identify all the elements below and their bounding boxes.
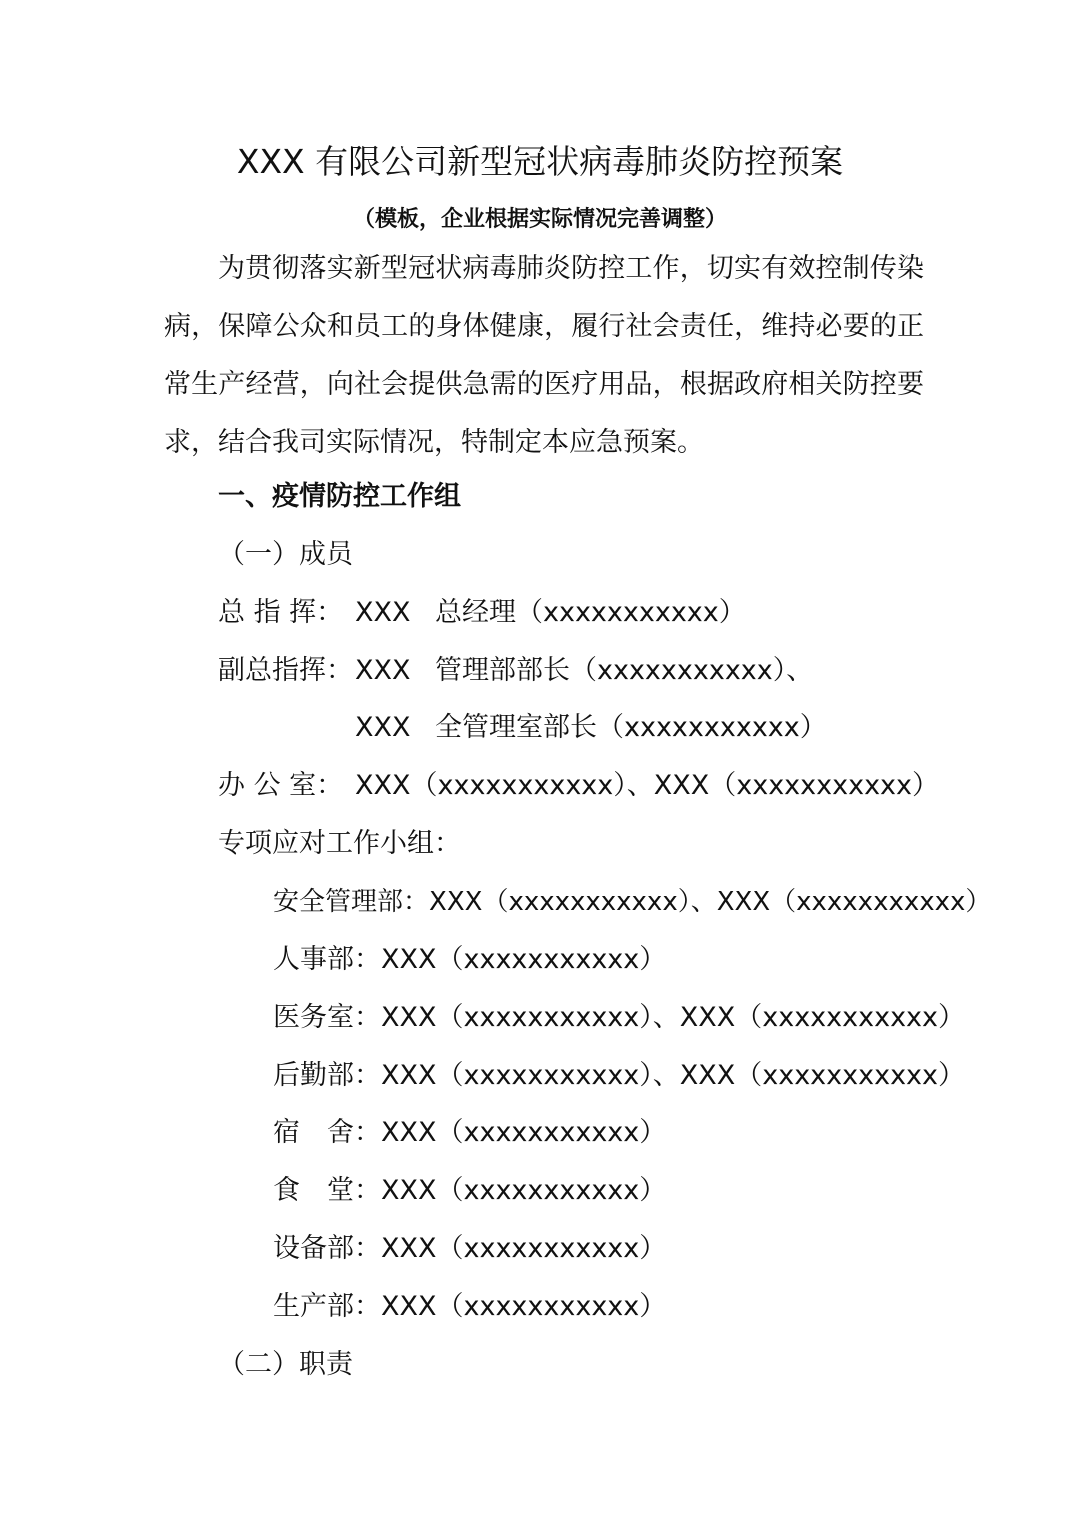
group-label: 宿 舍： [273,1117,381,1148]
group-label: 人事部： [273,944,381,975]
group-row [273,882,991,922]
commander-name: XXX [355,597,411,628]
document-title: XXX 有限公司新型冠状病毒肺炎防控预案 [236,142,844,181]
group-value: XXX（xxxxxxxxxxx） [381,1117,667,1148]
group-value: XXX（xxxxxxxxxxx） [381,1233,667,1264]
commander-row [218,593,746,633]
section-heading: 一、疫情防控工作组 [218,481,461,512]
group-row [273,940,666,980]
subsection-duties: （二）职责 [218,1349,353,1380]
group-label: 安全管理部： [273,887,430,917]
group-row [273,1113,666,1153]
deputy-label: 副总指挥： [218,655,353,686]
office-value: XXX（xxxxxxxxxxx）、XXX（xxxxxxxxxxx） [355,770,940,801]
office-row [218,766,939,806]
group-label: 医务室： [273,1002,381,1033]
group-label: 后勤部： [273,1060,381,1091]
group-row [273,1287,666,1327]
deputy-row [218,651,813,691]
deputy2-role: 全管理室部长（xxxxxxxxxxx） [435,712,827,743]
group-value: XXX（xxxxxxxxxxx） [381,1291,667,1322]
group-row [273,998,965,1038]
group-value: XXX（xxxxxxxxxxx） [381,1175,667,1206]
commander-role: 总经理（xxxxxxxxxxx） [435,597,746,628]
commander-label: 总 指 挥： [218,597,344,628]
group-value: XXX（xxxxxxxxxxx） [381,944,667,975]
deputy-name: XXX [355,655,411,686]
group-value: XXX（xxxxxxxxxxx）、XXX（xxxxxxxxxxx） [381,1060,966,1091]
group-row [273,1056,965,1096]
office-label: 办 公 室： [218,770,344,801]
deputy-role: 管理部部长（xxxxxxxxxxx）、 [435,655,814,686]
group-row [273,1229,666,1269]
group-value: XXX（xxxxxxxxxxx）、XXX（xxxxxxxxxxx） [429,887,992,917]
group-label: 设备部： [273,1233,381,1264]
document-subtitle: （模板，企业根据实际情况完善调整） [352,206,727,232]
group-row [273,1171,666,1211]
group-label: 食 堂： [273,1175,381,1206]
groups-heading: 专项应对工作小组： [218,828,461,859]
group-value: XXX（xxxxxxxxxxx）、XXX（xxxxxxxxxxx） [381,1002,966,1033]
subsection-members: （一）成员 [218,539,353,570]
group-label: 生产部： [273,1291,381,1322]
deputy2-name: XXX [355,712,411,743]
intro-paragraph: 为贯彻落实新型冠状病毒肺炎防控工作，切实有效控制传染病，保障公众和员工的身体健康，履行社会责任，维持必要的正常生产经营，向社会提供急需的医疗用品，根据政府相关防控要求，结合我司实际情况，特制定本应急预案。 [164,253,924,458]
deputy-row-2 [355,708,827,748]
